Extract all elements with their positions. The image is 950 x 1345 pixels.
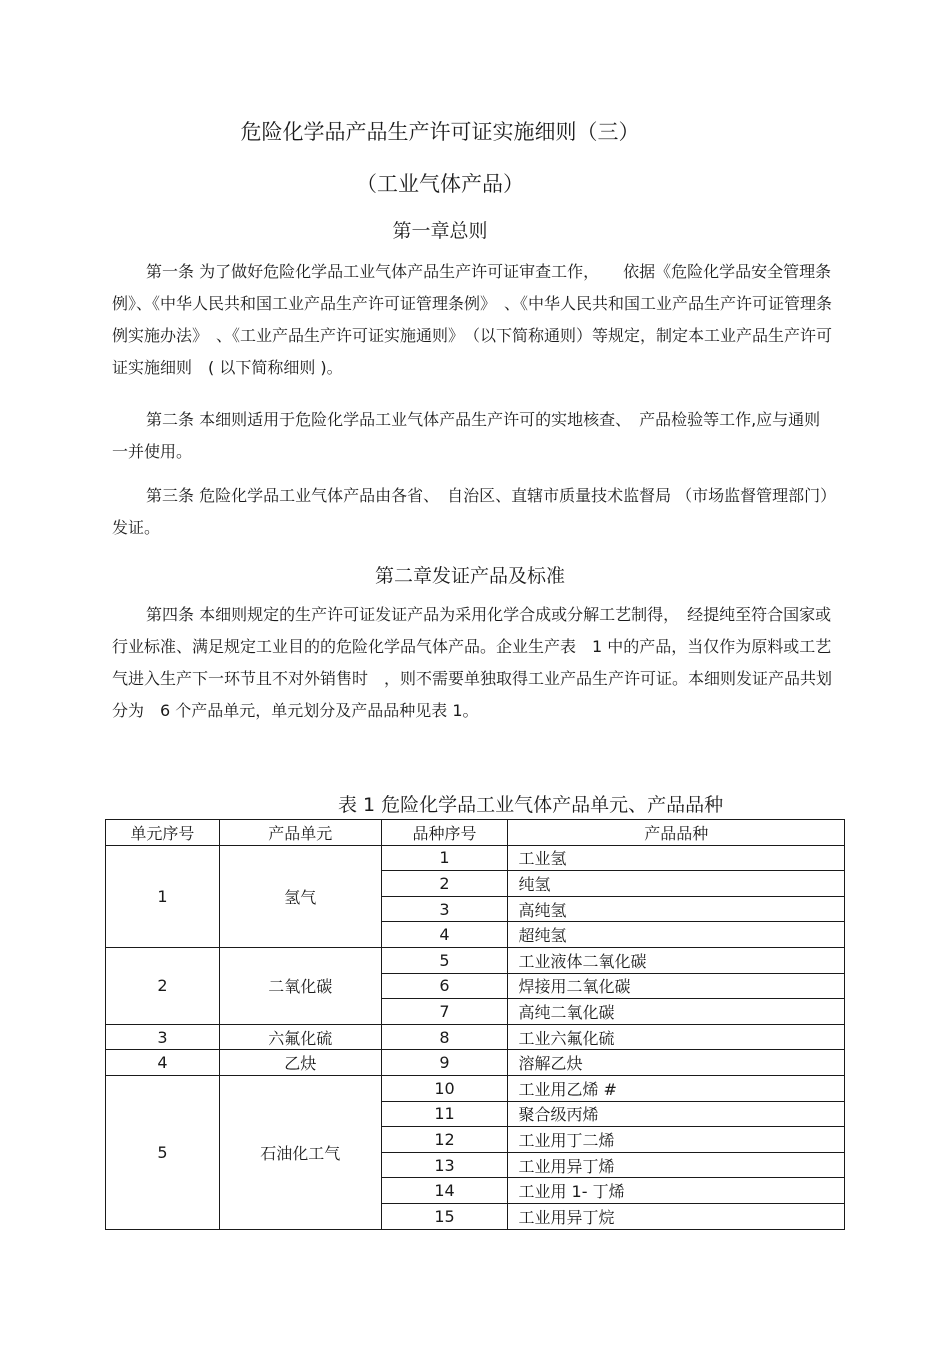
table-row <box>106 1024 845 1050</box>
table-caption: 表 1 危险化学品工业气体产品单元、产品品种 <box>338 794 724 816</box>
unit-name-cell: 二氧化碳 <box>219 947 381 1024</box>
item-number-cell: 5 <box>381 947 508 973</box>
item-name-cell: 工业用异丁烷 <box>508 1203 845 1229</box>
article-1-text: 第一条 为了做好危险化学品工业气体产品生产许可证审查工作， 依据《危险化学品安全管理条例》、《中华人民共和国工业产品生产许可证管理条例》 、《中华人民共和国工业产品生产许可证管理条例实施办法》 、《工业产品生产许可证实施通则》 （以下简称通则）等规定，制定本工业产品生产许可证实施细则 ( 以下简称细则 )。 <box>112 262 833 377</box>
unit-name-cell: 六氟化硫 <box>219 1024 381 1050</box>
item-number-cell: 9 <box>381 1050 508 1076</box>
article-1 <box>112 256 834 384</box>
item-number-cell: 3 <box>381 896 508 922</box>
article-2-text: 第二条 本细则适用于危险化学品工业气体产品生产许可的实地核查、 产品检验等工作,应与通则一并使用。 <box>112 410 821 461</box>
item-name-cell: 聚合级丙烯 <box>508 1101 845 1127</box>
unit-name-cell: 氢气 <box>219 845 381 947</box>
article-4 <box>112 599 834 727</box>
table-body <box>106 845 845 1229</box>
unit-name-cell: 乙炔 <box>219 1050 381 1076</box>
item-number-cell: 13 <box>381 1152 508 1178</box>
header-item-no: 品种序号 <box>381 820 508 846</box>
chapter-1-heading: 第一章总则 <box>392 220 488 242</box>
item-name-cell: 工业用乙烯 # <box>508 1075 845 1101</box>
item-name-cell: 溶解乙炔 <box>508 1050 845 1076</box>
unit-number-cell: 2 <box>106 947 220 1024</box>
article-2 <box>112 404 834 468</box>
header-item: 产品品种 <box>508 820 845 846</box>
item-number-cell: 15 <box>381 1203 508 1229</box>
item-name-cell: 超纯氢 <box>508 922 845 948</box>
item-number-cell: 14 <box>381 1178 508 1204</box>
article-3 <box>112 480 834 544</box>
unit-number-cell: 5 <box>106 1075 220 1229</box>
item-number-cell: 8 <box>381 1024 508 1050</box>
item-number-cell: 1 <box>381 845 508 871</box>
item-name-cell: 高纯二氧化碳 <box>508 999 845 1025</box>
table-row <box>106 1050 845 1076</box>
item-name-cell: 工业液体二氧化碳 <box>508 947 845 973</box>
item-name-cell: 工业氢 <box>508 845 845 871</box>
document-title: 危险化学品产品生产许可证实施细则（三） <box>240 120 640 144</box>
item-number-cell: 2 <box>381 871 508 897</box>
chapter-2-heading: 第二章发证产品及标准 <box>374 565 565 587</box>
product-units-table <box>105 819 845 1230</box>
header-unit-no: 单元序号 <box>106 820 220 846</box>
item-name-cell: 焊接用二氧化碳 <box>508 973 845 999</box>
item-name-cell: 工业用异丁烯 <box>508 1152 845 1178</box>
unit-number-cell: 1 <box>106 845 220 947</box>
table-row <box>106 845 845 871</box>
item-number-cell: 4 <box>381 922 508 948</box>
unit-number-cell: 4 <box>106 1050 220 1076</box>
item-number-cell: 6 <box>381 973 508 999</box>
table-row <box>106 1075 845 1101</box>
item-name-cell: 纯氢 <box>508 871 845 897</box>
article-3-text: 第三条 危险化学品工业气体产品由各省、 自治区、直辖市质量技术监督局 （市场监督管理部门）发证。 <box>112 486 829 537</box>
document-subtitle: （工业气体产品） <box>356 172 524 196</box>
item-number-cell: 12 <box>381 1127 508 1153</box>
item-name-cell: 工业用 1- 丁烯 <box>508 1178 845 1204</box>
unit-number-cell: 3 <box>106 1024 220 1050</box>
item-number-cell: 7 <box>381 999 508 1025</box>
table-header-row <box>106 820 845 846</box>
header-unit: 产品单元 <box>219 820 381 846</box>
unit-name-cell: 石油化工气 <box>219 1075 381 1229</box>
item-number-cell: 10 <box>381 1075 508 1101</box>
item-name-cell: 工业六氟化硫 <box>508 1024 845 1050</box>
item-name-cell: 高纯氢 <box>508 896 845 922</box>
table-row <box>106 947 845 973</box>
item-number-cell: 11 <box>381 1101 508 1127</box>
item-name-cell: 工业用丁二烯 <box>508 1127 845 1153</box>
article-4-text: 第四条 本细则规定的生产许可证发证产品为采用化学合成或分解工艺制得， 经提纯至符合国家或行业标准、满足规定工业目的的危险化学品气体产品。企业生产表 1 中的产品，当仅作为原料或工艺气进入生产下一环节且不对外销售时 ，则不需要单独取得工业产品生产许可证。本细则发证产品共划分为 6 个产品单元，单元划分及产品品种见表 1。 <box>112 605 833 720</box>
